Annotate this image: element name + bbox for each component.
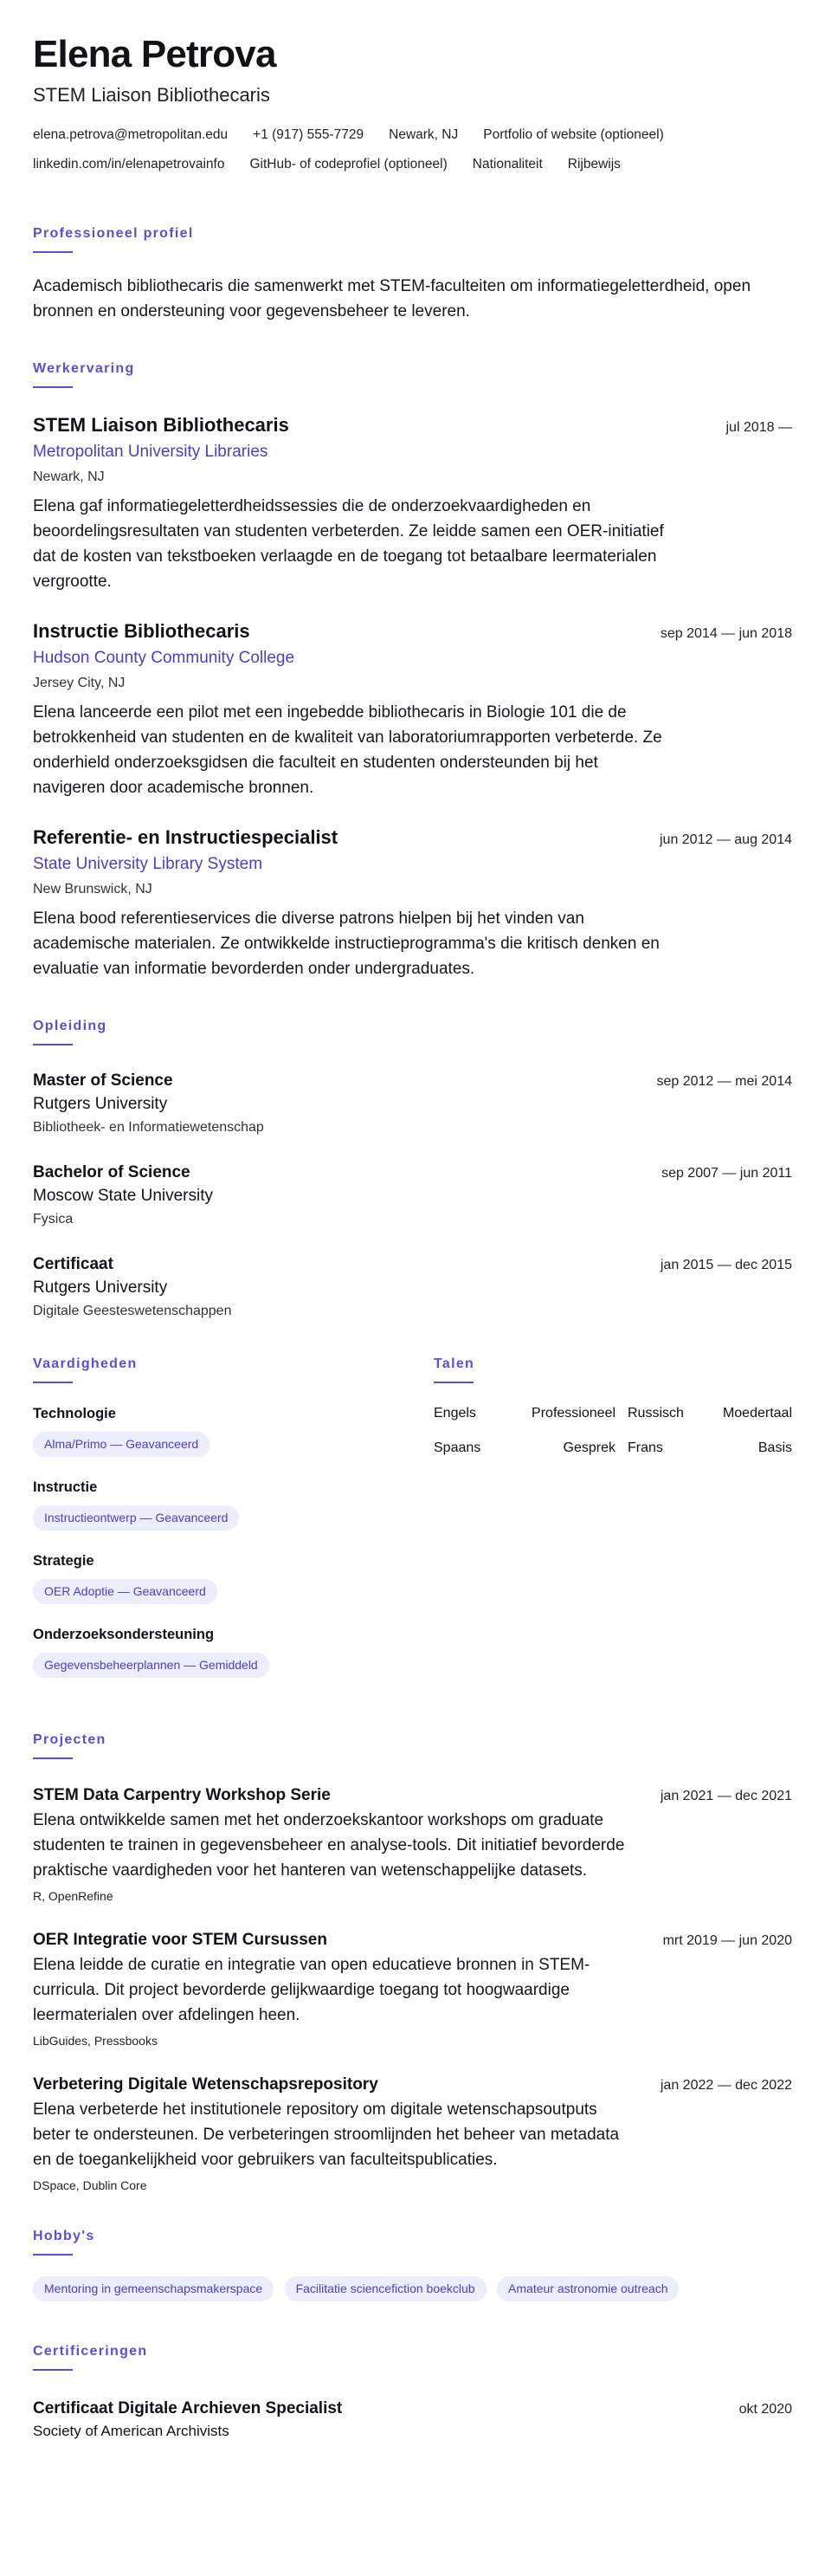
contact-list [33, 126, 792, 173]
section-title: Talen [434, 1356, 475, 1371]
projects-section [33, 1731, 792, 2193]
language-level: Gesprek [563, 1440, 616, 1455]
project-title: STEM Data Carpentry Workshop Serie [33, 1786, 331, 1804]
languages-column [434, 1356, 792, 1699]
job-dates: sep 2014 — jun 2018 [660, 626, 792, 641]
job-dates: jun 2012 — aug 2014 [659, 832, 792, 847]
field-of-study: Fysica [33, 1212, 74, 1227]
project-entry [33, 1928, 792, 2049]
education-dates: jan 2015 — dec 2015 [660, 1258, 792, 1272]
skill-pill: Instructieontwerp — Geavanceerd [33, 1505, 239, 1531]
section-divider [33, 386, 73, 388]
language-level: Moedertaal [722, 1406, 792, 1421]
skill-group [33, 1625, 434, 1678]
hobby-list [33, 2276, 792, 2301]
language-row [434, 1439, 792, 1458]
project-dates: mrt 2019 — jun 2020 [662, 1933, 792, 1948]
job-description: Elena lanceerde een pilot met een ingebedde bibliothecaris in Biologie 101 die de betrokkenheid van studenten en de kwaliteit van laboratoriumrapporten verbeterde. Ze onderhield onderzoeksgidsen die faculteit en studenten ondersteunden bij het navigeren door academische bronnen. [33, 703, 662, 797]
experience-entry [33, 618, 792, 800]
section-title: Werkervaring [33, 361, 135, 376]
skill-category: Onderzoeksondersteuning [33, 1627, 215, 1642]
project-entry [33, 2073, 792, 2193]
resume-header [33, 33, 792, 173]
education-entry [33, 1070, 792, 1137]
person-title: STEM Liaison Bibliothecaris [33, 84, 270, 106]
employer: Metropolitan University Libraries [33, 443, 268, 461]
job-dates: jul 2018 — [725, 420, 792, 435]
project-title: Verbetering Digitale Wetenschapsrepository [33, 2075, 378, 2094]
job-title: STEM Liaison Bibliothecaris [33, 414, 289, 436]
contact-email[interactable]: elena.petrova@metropolitan.edu [33, 127, 229, 142]
profile-summary: Academisch bibliothecaris die samenwerkt met STEM-faculteiten om informatiegeletterdheid, open bronnen en ondersteuning voor gegevensbeheer te leveren. [33, 277, 751, 320]
school: Rutgers University [33, 1095, 168, 1113]
project-tools: R, OpenRefine [33, 1889, 113, 1903]
section-divider [434, 1382, 474, 1383]
language-name: Russisch [628, 1406, 684, 1421]
school: Rutgers University [33, 1278, 168, 1297]
degree: Master of Science [33, 1071, 173, 1090]
contact-location: Newark, NJ [389, 127, 459, 142]
certification-title: Certificaat Digitale Archieven Specialist [33, 2399, 343, 2417]
employer: Hudson County Community College [33, 649, 295, 667]
hobby-pill: Facilitatie sciencefiction boekclub [285, 2276, 487, 2301]
certifications-section [33, 2343, 792, 2442]
skill-pill: OER Adoptie — Geavanceerd [33, 1579, 217, 1604]
job-title: Referentie- en Instructiespecialist [33, 826, 338, 848]
language-level: Professioneel [532, 1406, 616, 1421]
hobby-pill: Mentoring in gemeenschapsmakerspace [33, 2276, 274, 2301]
section-title: Projecten [33, 1732, 106, 1747]
education-entry [33, 1253, 792, 1321]
skill-category: Strategie [33, 1553, 94, 1569]
contact-license: Rijbewijs [567, 157, 621, 172]
job-location: Jersey City, NJ [33, 676, 126, 690]
project-dates: jan 2022 — dec 2022 [660, 2078, 792, 2093]
project-description: Elena verbeterde het institutionele repository om digitale wetenschapsoutputs beter te ondersteunen. De verbeteringen stroomlijnden het beheer van metadata en de toegankelijkheid voor gebruikers van faculteitspublicaties. [33, 2100, 620, 2169]
section-title: Vaardigheden [33, 1356, 138, 1371]
field-of-study: Digitale Geesteswetenschappen [33, 1304, 232, 1318]
section-title: Certificeringen [33, 2344, 148, 2359]
language-row [434, 1404, 792, 1423]
skill-pill: Gegevensbeheerplannen — Gemiddeld [33, 1653, 269, 1678]
section-divider [33, 1044, 73, 1045]
experience-entry [33, 412, 792, 594]
contact-phone[interactable]: +1 (917) 555-7729 [253, 127, 364, 142]
certification-date: okt 2020 [738, 2402, 792, 2417]
skill-category: Instructie [33, 1479, 98, 1495]
skill-group [33, 1551, 434, 1604]
project-dates: jan 2021 — dec 2021 [660, 1789, 792, 1803]
education-entry [33, 1162, 792, 1229]
section-title: Professioneel profiel [33, 226, 194, 241]
field-of-study: Bibliotheek- en Informatiewetenschap [33, 1120, 264, 1135]
experience-section [33, 360, 792, 981]
language-name: Spaans [434, 1440, 481, 1455]
school: Moscow State University [33, 1187, 214, 1205]
language-name: Engels [434, 1406, 476, 1421]
section-divider [33, 2369, 73, 2371]
employer: State University Library System [33, 855, 263, 873]
experience-entry [33, 825, 792, 981]
section-divider [33, 251, 73, 253]
skill-group [33, 1404, 434, 1457]
skill-group [33, 1478, 434, 1531]
project-entry [33, 1783, 792, 1904]
skill-category: Technologie [33, 1406, 116, 1421]
skills-column [33, 1356, 434, 1699]
language-level: Basis [757, 1440, 792, 1455]
contact-github[interactable]: GitHub- of codeprofiel (optioneel) [249, 157, 448, 172]
section-divider [33, 2254, 73, 2256]
section-divider [33, 1382, 73, 1383]
profile-section [33, 225, 792, 324]
project-title: OER Integratie voor STEM Cursussen [33, 1931, 327, 1949]
education-dates: sep 2012 — mei 2014 [656, 1074, 792, 1089]
project-description: Elena leidde de curatie en integratie van open educatieve bronnen in STEM-curricula. Dit project bevorderde gelijkwaardige toegang tot hoogwaardige leermaterialen over afdelingen heen. [33, 1956, 590, 2024]
certification-entry [33, 2397, 792, 2442]
language-name: Frans [628, 1440, 663, 1455]
contact-nationality: Nationaliteit [472, 157, 543, 172]
job-description: Elena gaf informatiegeletterdheidssessies die de onderzoekvaardigheden en beoordelingsresultaten van studenten verbeterden. Ze leidde samen een OER-initiatief dat de kosten van tekstboeken verlaagde en de toegang tot betaalbare leermaterialen vergrootte. [33, 497, 664, 591]
education-section [33, 1018, 792, 1321]
degree: Certificaat [33, 1255, 113, 1273]
project-tools: DSpace, Dublin Core [33, 2178, 147, 2192]
section-divider [33, 1757, 73, 1759]
job-location: Newark, NJ [33, 469, 105, 484]
skills-languages-section [33, 1356, 792, 1699]
section-title: Hobby's [33, 2229, 95, 2243]
job-location: New Brunswick, NJ [33, 882, 152, 896]
person-name: Elena Petrova [33, 33, 276, 75]
certification-issuer: Society of American Archivists [33, 2423, 229, 2439]
contact-linkedin[interactable]: linkedin.com/in/elenapetrovainfo [33, 157, 225, 172]
hobby-pill: Amateur astronomie outreach [497, 2276, 679, 2301]
job-title: Instructie Bibliothecaris [33, 620, 250, 642]
degree: Bachelor of Science [33, 1163, 190, 1181]
job-description: Elena bood referentieservices die diverse patrons hielpen bij het vinden van academische materialen. Ze ontwikkelde instructieprogramma's die kritisch denken en evaluatie van informatie bevorderden onder undergraduates. [33, 909, 660, 978]
project-description: Elena ontwikkelde samen met het onderzoekskantoor workshops om graduate studenten te trainen in gegevensbeheer en analyse-tools. Dit initiatief bevorderde praktische vaardigheden voor het hanteren van wetenschappelijke datasets. [33, 1811, 625, 1880]
contact-portfolio[interactable]: Portfolio of website (optioneel) [483, 127, 664, 142]
skill-pill: Alma/Primo — Geavanceerd [33, 1432, 209, 1457]
hobbies-section [33, 2228, 792, 2301]
section-title: Opleiding [33, 1019, 107, 1033]
education-dates: sep 2007 — jun 2011 [661, 1166, 792, 1181]
project-tools: LibGuides, Pressbooks [33, 2034, 158, 2048]
